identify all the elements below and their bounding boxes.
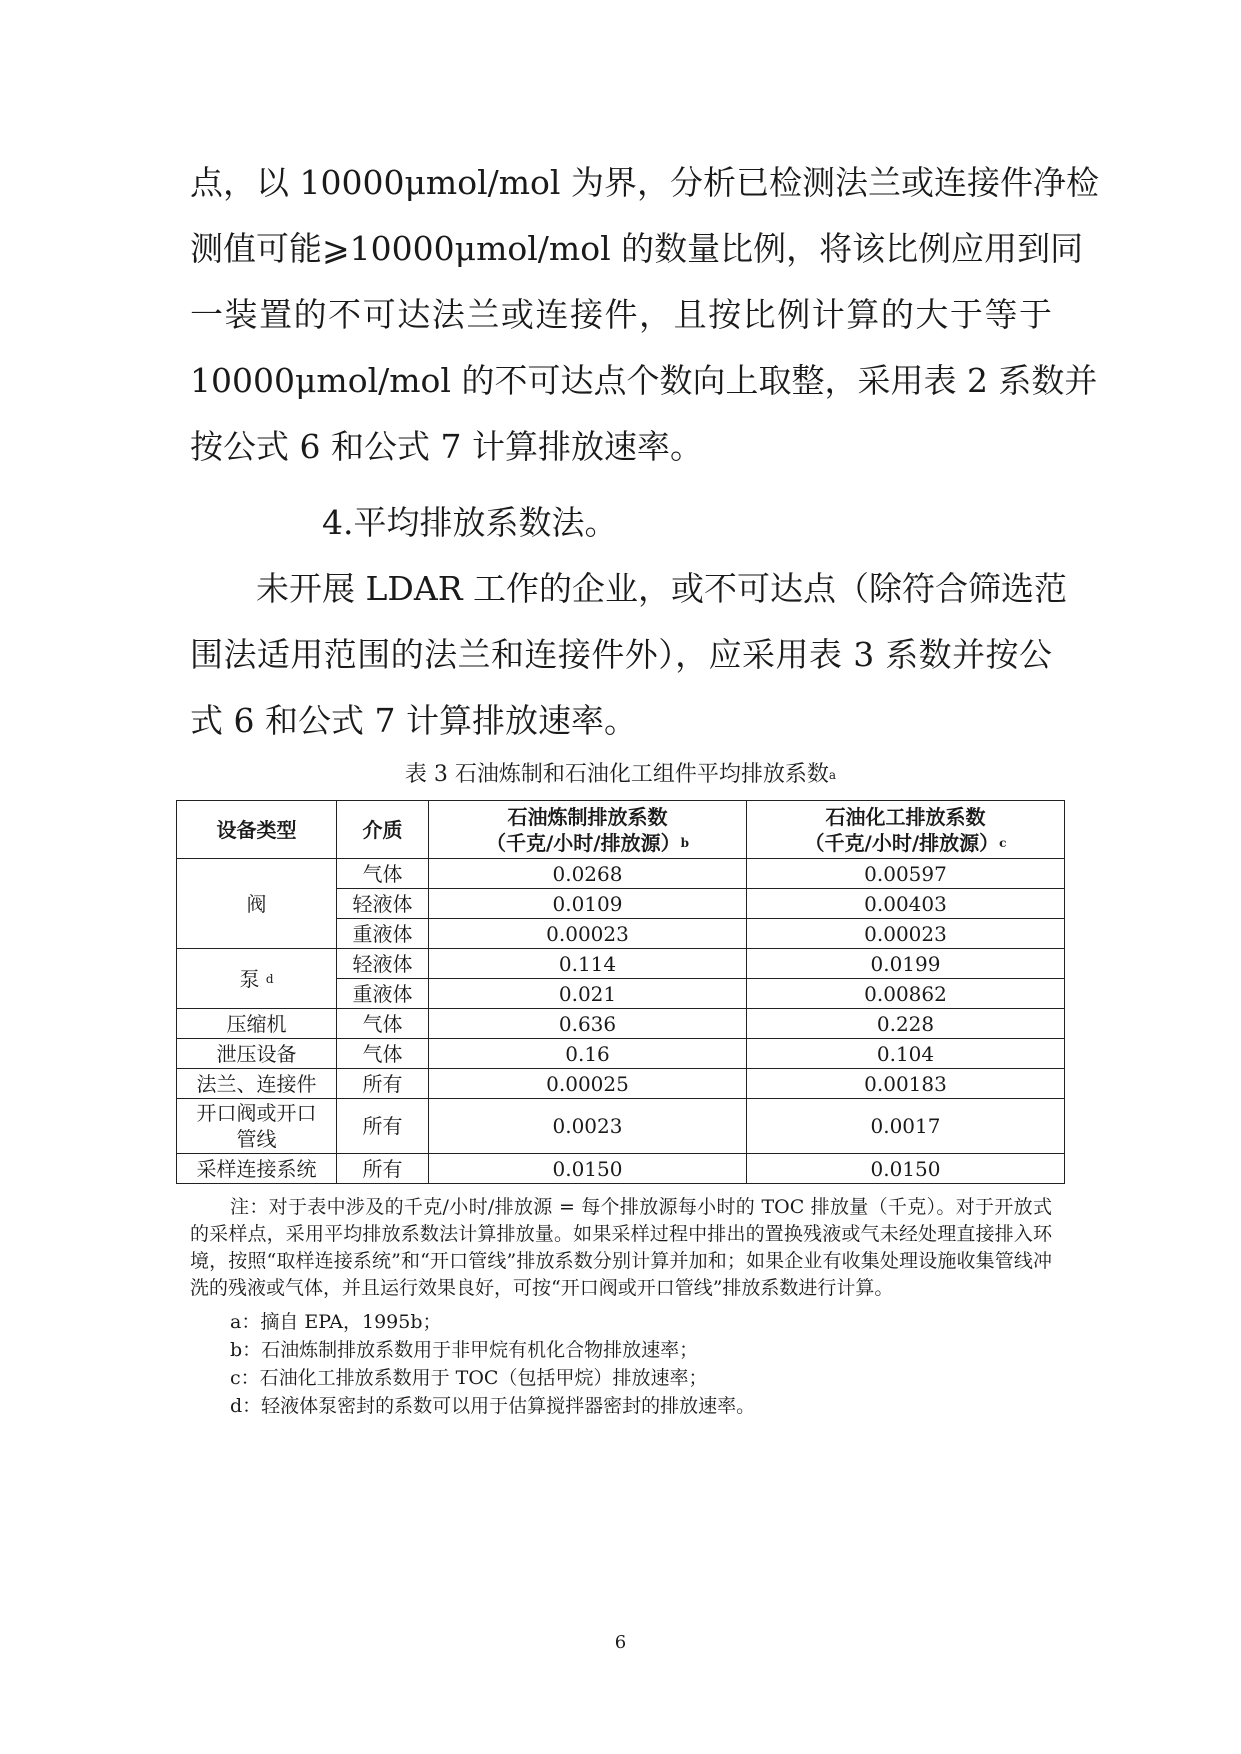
- header-chemical-superscript: c: [999, 835, 1007, 850]
- section-heading: 4.平均排放系数法。: [322, 503, 618, 542]
- cell-refining: 0.00025: [429, 1069, 747, 1099]
- cell-chemical: 0.00183: [747, 1069, 1065, 1099]
- cell-refining: 0.0150: [429, 1154, 747, 1184]
- cell-chemical: 0.104: [747, 1039, 1065, 1069]
- cell-chemical: 0.00403: [747, 889, 1065, 919]
- cell-medium: 所有: [337, 1154, 429, 1184]
- note-main: 注：对于表中涉及的千克/小时/排放源 = 每个排放源每小时的 TOC 排放量（千克）。对于开放式的采样点，采用平均排放系数法计算排放量。如果采样过程中排出的置换残液或气未经处理直接排入环境，按照“取样连接系统”和“开口管线”排放系数分别计算并加和；如果企业有收集处理设施收集管线冲洗的残液或气体，并且运行效果良好，可按“开口阀或开口管线”排放系数进行计算。: [190, 1196, 1052, 1299]
- header-refining-line1: 石油炼制排放系数: [507, 804, 668, 829]
- openline-line2: 管线: [236, 1127, 277, 1151]
- table-notes: [190, 1194, 1052, 1420]
- header-equipment-type: 设备类型: [177, 801, 337, 859]
- cell-chemical: 0.0150: [747, 1154, 1065, 1184]
- cell-chemical: 0.228: [747, 1009, 1065, 1039]
- openline-line1: 开口阀或开口: [196, 1101, 317, 1125]
- table-caption-superscript: a: [828, 768, 837, 782]
- cell-medium: 轻液体: [337, 949, 429, 979]
- cell-equipment-openline: [177, 1099, 337, 1154]
- cell-refining: 0.0268: [429, 859, 747, 889]
- cell-medium: 气体: [337, 1039, 429, 1069]
- header-refining-factor: [429, 801, 747, 859]
- header-medium: 介质: [337, 801, 429, 859]
- cell-equipment-pump: [177, 949, 337, 1009]
- table-caption: [0, 760, 1241, 790]
- table-header-row: [177, 801, 1065, 859]
- table-row: [177, 1099, 1065, 1154]
- cell-refining: 0.636: [429, 1009, 747, 1039]
- cell-chemical: 0.00862: [747, 979, 1065, 1009]
- emission-factor-table: [176, 800, 1065, 1184]
- footnote-c: c：石油化工排放系数用于 TOC（包括甲烷）排放速率；: [230, 1367, 708, 1389]
- pump-superscript: d: [265, 971, 274, 986]
- paragraph-line: 测值可能⩾10000μmol/mol 的数量比例，将该比例应用到同: [190, 229, 1084, 268]
- cell-equipment-sampling: 采样连接系统: [177, 1154, 337, 1184]
- cell-chemical: 0.0017: [747, 1099, 1065, 1154]
- paragraph-1: [190, 150, 1099, 480]
- header-refining-superscript: b: [680, 835, 689, 850]
- cell-chemical: 0.00023: [747, 919, 1065, 949]
- footnote-a: a：摘自 EPA，1995b；: [230, 1311, 442, 1333]
- pump-label: 泵: [239, 966, 260, 991]
- header-chemical-factor: [747, 801, 1065, 859]
- cell-chemical: 0.00597: [747, 859, 1065, 889]
- paragraph-line: 点，以 10000μmol/mol 为界，分析已检测法兰或连接件净检: [190, 163, 1099, 202]
- header-chemical-line2: （千克/小时/排放源）: [804, 830, 1000, 855]
- paragraph-line: 一装置的不可达法兰或连接件，且按比例计算的大于等于: [190, 295, 1052, 334]
- paragraph-line: 式 6 和公式 7 计算排放速率。: [190, 701, 637, 740]
- cell-refining: 0.0109: [429, 889, 747, 919]
- cell-medium: 所有: [337, 1069, 429, 1099]
- cell-medium: 重液体: [337, 919, 429, 949]
- table-row: [177, 1009, 1065, 1039]
- page-number: 6: [614, 1632, 627, 1653]
- cell-medium: 轻液体: [337, 889, 429, 919]
- cell-refining: 0.021: [429, 979, 747, 1009]
- paragraph-line: 按公式 6 和公式 7 计算排放速率。: [190, 427, 703, 466]
- table-row: [177, 859, 1065, 889]
- cell-chemical: 0.0199: [747, 949, 1065, 979]
- paragraph-line: 10000μmol/mol 的不可达点个数向上取整，采用表 2 系数并: [190, 361, 1098, 400]
- header-chemical-line1: 石油化工排放系数: [825, 804, 986, 829]
- paragraph-2: [190, 556, 1068, 754]
- paragraph-line: 未开展 LDAR 工作的企业，或不可达点（除符合筛选范: [256, 569, 1068, 608]
- footnote-d: d：轻液体泵密封的系数可以用于估算搅拌器密封的排放速率。: [230, 1395, 756, 1417]
- cell-refining: 0.00023: [429, 919, 747, 949]
- cell-equipment-relief: 泄压设备: [177, 1039, 337, 1069]
- header-refining-line2: （千克/小时/排放源）: [486, 830, 681, 855]
- table-row: [177, 949, 1065, 979]
- table-row: [177, 1069, 1065, 1099]
- cell-equipment-flange: 法兰、连接件: [177, 1069, 337, 1099]
- cell-medium: 气体: [337, 859, 429, 889]
- cell-refining: 0.0023: [429, 1099, 747, 1154]
- cell-medium: 重液体: [337, 979, 429, 1009]
- cell-refining: 0.16: [429, 1039, 747, 1069]
- footnote-b: b：石油炼制排放系数用于非甲烷有机化合物排放速率；: [230, 1339, 699, 1361]
- table-caption-text: 表 3 石油炼制和石油化工组件平均排放系数: [404, 762, 829, 787]
- paragraph-line: 围法适用范围的法兰和连接件外），应采用表 3 系数并按公: [190, 635, 1052, 674]
- cell-medium: 所有: [337, 1099, 429, 1154]
- cell-refining: 0.114: [429, 949, 747, 979]
- cell-medium: 气体: [337, 1009, 429, 1039]
- table-row: [177, 1039, 1065, 1069]
- cell-equipment-valve: 阀: [177, 859, 337, 949]
- cell-equipment-compressor: 压缩机: [177, 1009, 337, 1039]
- table-row: [177, 1154, 1065, 1184]
